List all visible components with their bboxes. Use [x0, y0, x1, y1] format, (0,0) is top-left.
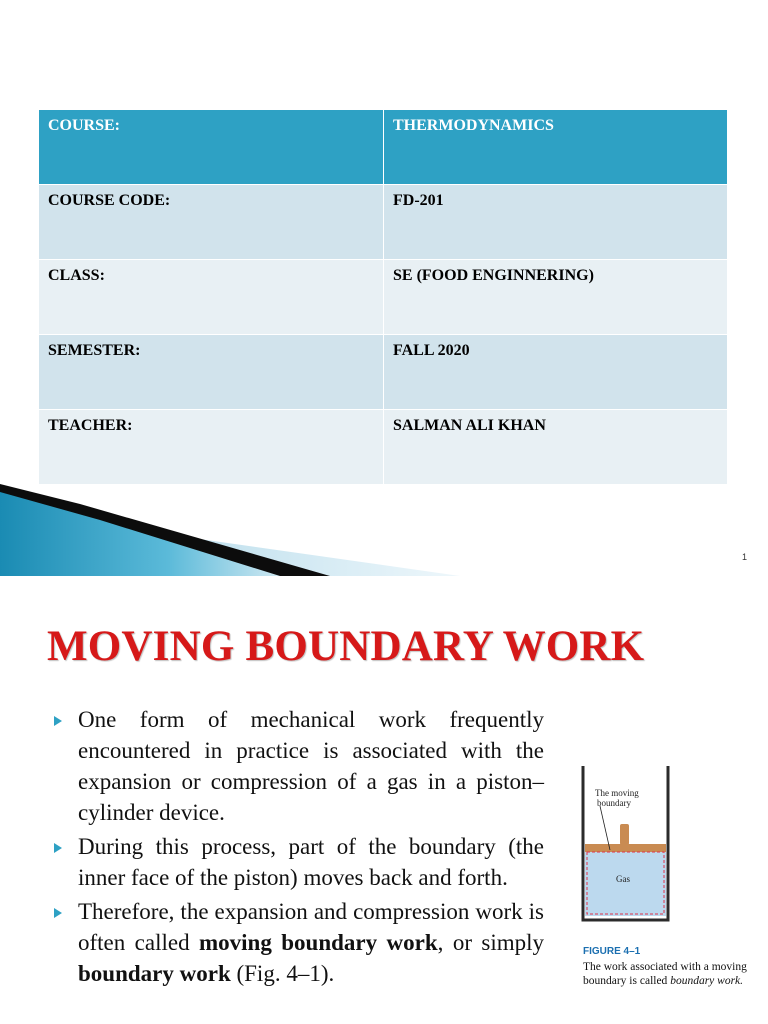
table-row	[39, 185, 728, 260]
table-row	[39, 410, 728, 485]
bullet-list	[52, 704, 544, 992]
bullet-text-post: (Fig. 4–1).	[230, 961, 335, 986]
bold-term: moving boundary work	[199, 930, 438, 955]
course-info-table	[38, 109, 728, 485]
gas-region	[585, 852, 666, 916]
bullet-text-mid: , or simply	[437, 930, 545, 955]
table-cell-value: SALMAN ALI KHAN	[384, 410, 728, 485]
triangle-bullet-icon	[54, 716, 62, 726]
table-cell-value: FALL 2020	[384, 335, 728, 410]
list-item	[52, 704, 544, 828]
table-cell-value: FD-201	[384, 185, 728, 260]
diagram-label-line1: The moving	[595, 788, 639, 798]
bullet-text: During this process, part of the boundary (the inner face of the piston) moves back and forth.	[78, 834, 544, 890]
slide-title: MOVING BOUNDARY WORK	[47, 623, 645, 670]
decorative-swoosh	[0, 480, 460, 578]
bullet-text: One form of mechanical work frequently encountered in practice is associated with the expansion or compression of a gas in a piston–cylinder device.	[78, 707, 544, 825]
figure-caption-label: FIGURE 4–1	[583, 946, 641, 957]
list-item	[52, 896, 544, 989]
list-item	[52, 831, 544, 893]
pointer-line	[600, 806, 610, 850]
gas-label: Gas	[616, 874, 630, 884]
table-cell-value: THERMODYNAMICS	[384, 110, 728, 185]
caption-italic-term: boundary work.	[670, 975, 744, 987]
bold-term: boundary work	[78, 961, 231, 986]
caption-text: The work associated with a moving boundary is called	[583, 961, 747, 987]
table-cell-label: COURSE CODE:	[39, 185, 384, 260]
table-cell-label: SEMESTER:	[39, 335, 384, 410]
table-row	[39, 335, 728, 410]
slide-moving-boundary-work	[0, 578, 768, 1024]
bullet-text-pre: Therefore, the expansion and compression work is often called	[78, 899, 544, 955]
triangle-bullet-icon	[54, 843, 62, 853]
piston-rod	[620, 824, 629, 845]
table-cell-label: TEACHER:	[39, 410, 384, 485]
figure-piston-cylinder	[578, 764, 763, 1024]
triangle-bullet-icon	[54, 908, 62, 918]
page-number: 1	[742, 552, 748, 562]
table-cell-label: COURSE:	[39, 110, 384, 185]
table-row	[39, 260, 728, 335]
piston	[585, 844, 666, 852]
table-cell-value: SE (FOOD ENGINNERING)	[384, 260, 728, 335]
diagram-label-line2: boundary	[597, 798, 631, 808]
table-cell-label: CLASS:	[39, 260, 384, 335]
table-row	[39, 110, 728, 185]
figure-caption-text	[583, 960, 763, 988]
piston-cylinder-diagram	[578, 764, 678, 934]
